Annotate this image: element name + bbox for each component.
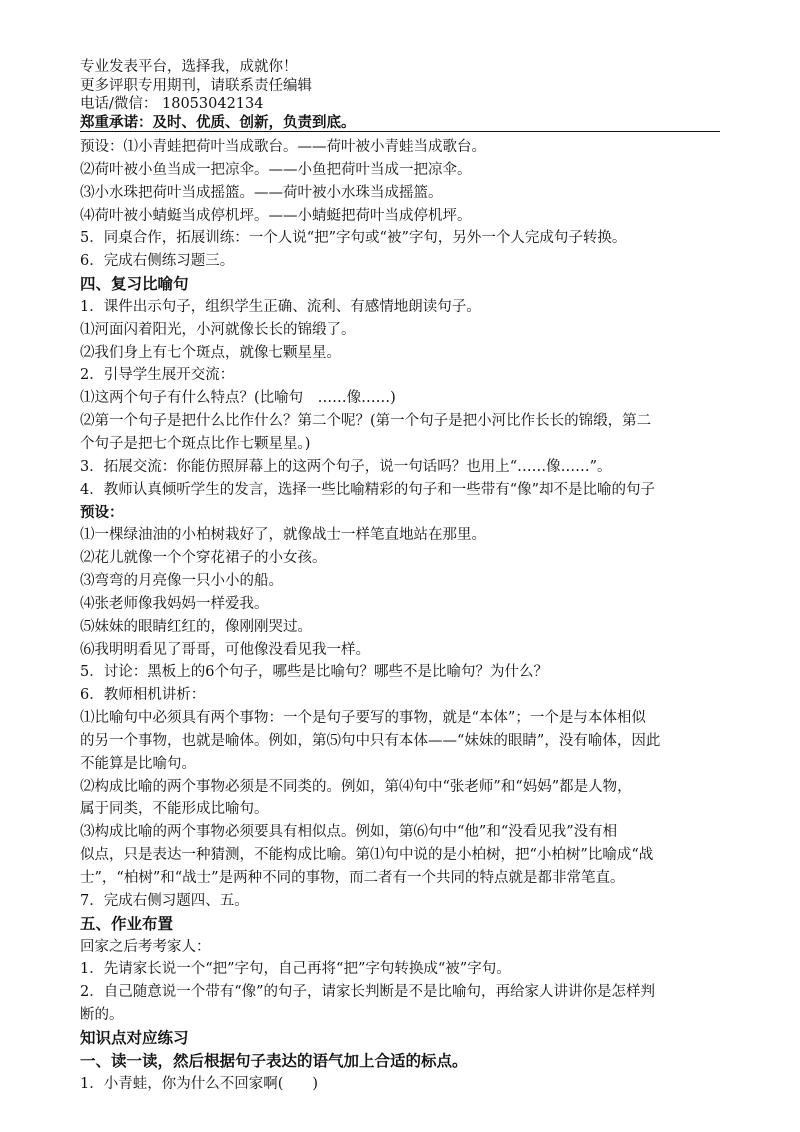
text-line: ⑴比喻句中必须具有两个事物：一个是句子要写的事物，就是“本体”；一个是与本体相似 <box>80 710 646 727</box>
text-line: 回家之后考考家人： <box>80 938 211 955</box>
text-line: 断的。 <box>80 1007 124 1024</box>
text-line: 2．自己随意说一个带有“像”的句子，请家长判断是不是比喻句，再给家人讲讲你是怎样判 <box>80 984 656 1001</box>
section-heading: 五、作业布置 <box>80 913 174 933</box>
text-line: ⑶小水珠把荷叶当成摇篮。——荷叶被小水珠当成摇篮。 <box>80 184 443 201</box>
header-journal-note: 更多评职专用期刊，请联系责任编辑 <box>80 77 312 94</box>
lesson-body <box>80 136 725 1095</box>
text-line: 4．教师认真倾听学生的发言，选择一些比喻精彩的句子和一些带有“像”却不是比喻的句子 <box>80 481 656 498</box>
text-line: ⑶弯弯的月亮像一只小小的船。 <box>80 573 283 590</box>
text-line: 5．讨论：黑板上的6个句子，哪些是比喻句？哪些不是比喻句？为什么？ <box>80 664 548 681</box>
text-line: 6．教师相机讲析： <box>80 687 206 704</box>
publisher-header <box>80 58 720 132</box>
text-line: ⑵我们身上有七个斑点，就像七颗星星。 <box>80 344 341 361</box>
text-line: ⑵花儿就像一个个穿花裙子的小女孩。 <box>80 550 327 567</box>
exercise-heading: 知识点对应练习 <box>80 1027 189 1047</box>
text-line: ⑸妹妹的眼睛红红的，像刚刚哭过。 <box>80 618 312 635</box>
text-line: ⑶构成比喻的两个事物必须要具有相似点。例如，第⑹句中“他”和“没看见我”没有相 <box>80 824 618 841</box>
text-line: 5．同桌合作，拓展训练：一个人说“把”字句或“被”字句，另外一个人完成句子转换。 <box>80 230 627 247</box>
text-line: 个句子是把七个斑点比作七颗星星。) <box>80 435 311 452</box>
text-line: ⑷荷叶被小蜻蜓当成停机坪。——小蜻蜓把荷叶当成停机坪。 <box>80 207 472 224</box>
text-line: 6．完成右侧练习题三。 <box>80 253 235 270</box>
header-contact-phone: 电话/微信： 18053042134 <box>80 96 264 112</box>
text-line: 不能算是比喻句。 <box>80 755 196 772</box>
exercise-item: 1．小青蛙，你为什么不回家啊( ) <box>80 1075 319 1092</box>
text-line: 1．课件出示句子，组织学生正确、流利、有感情地朗读句子。 <box>80 298 481 315</box>
text-line: ⑵荷叶被小鱼当成一把凉伞。——小鱼把荷叶当成一把凉伞。 <box>80 161 472 178</box>
text-line: ⑵构成比喻的两个事物必须是不同类的。例如，第⑷句中“张老师”和“妈妈”都是人物， <box>80 778 632 795</box>
text-line: ⑷张老师像我妈妈一样爱我。 <box>80 595 269 612</box>
header-divider <box>80 131 720 132</box>
header-promise: 郑重承诺：及时、优质、创新，负责到底。 <box>80 113 356 131</box>
preset-label: 预设： <box>80 503 124 521</box>
text-line: 属于同类，不能形成比喻句。 <box>80 801 269 818</box>
section-heading: 四、复习比喻句 <box>80 274 189 294</box>
text-line: 士”，“柏树”和“战士”是两种不同的事物，而二者有一个共同的特点就是都非常笔直。 <box>80 870 625 886</box>
exercise-instruction: 一、读一读，然后根据句子表达的语气加上合适的标点。 <box>80 1050 468 1070</box>
text-line: 的另一个事物，也就是喻体。例如，第⑸句中只有本体——“妹妹的眼睛”，没有喻体，因此 <box>80 732 661 749</box>
text-line: 似点，只是表达一种猜测，不能构成比喻。第⑴句中说的是小柏树，把“小柏树”比喻成“战 <box>80 847 654 864</box>
text-line: 3．拓展交流：你能仿照屏幕上的这两个句子，说一句话吗？也用上“……像……”。 <box>80 458 612 475</box>
header-slogan: 专业发表平台，选择我，成就你！ <box>80 59 298 75</box>
text-line: ⑵第一个句子是把什么比作什么？第二个呢？(第一个句子是把小河比作长长的锦缎，第二 <box>80 413 652 430</box>
text-line: ⑹我明明看见了哥哥，可他像没看见我一样。 <box>80 641 370 658</box>
text-line: 1．先请家长说一个“把”字句，自己再将“把”字句转换成“被”字句。 <box>80 961 511 978</box>
text-line: ⑴一棵绿油油的小柏树栽好了，就像战士一样笔直地站在那里。 <box>80 527 486 544</box>
text-line: 7．完成右侧习题四、五。 <box>80 892 249 909</box>
text-line: ⑴河面闪着阳光，小河就像长长的锦缎了。 <box>80 321 356 338</box>
text-line: 2．引导学生展开交流： <box>80 367 235 384</box>
text-line: ⑴这两个句子有什么特点？(比喻句 ……像……) <box>80 390 396 407</box>
text-line: 预设：⑴小青蛙把荷叶当成歌台。——荷叶被小青蛙当成歌台。 <box>80 139 486 155</box>
